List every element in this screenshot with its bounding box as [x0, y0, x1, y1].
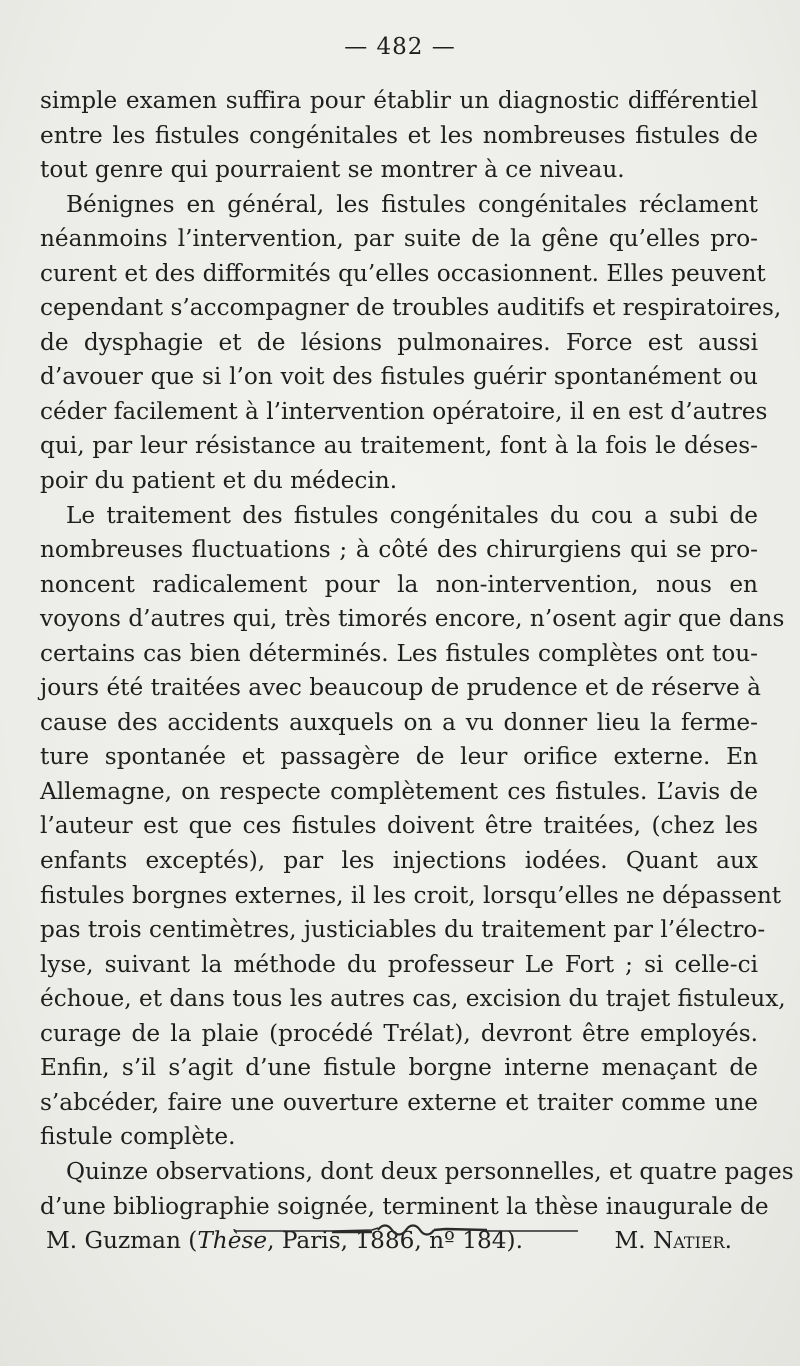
text-line: fistules borgnes externes, il les croit, lorsqu’elles ne dépassent	[40, 881, 782, 909]
text-line: poir du patient et du médecin.	[40, 467, 398, 495]
text-line: Le traitement des fistules congénitales du cou a subi de	[66, 501, 758, 529]
text-line: Bénignes en général, les fistules congénitales réclament	[66, 190, 758, 218]
text-line: Allemagne, on respecte complètement ces fistules. L’avis de	[40, 777, 758, 805]
citation-prefix: M. Guzman (	[46, 1227, 198, 1255]
text-line: voyons d’autres qui, très timorés encore, n’osent agir que dans	[40, 605, 785, 633]
text-line: noncent radicalement pour la non-intervention, nous en	[40, 570, 758, 598]
author-initial: M.	[614, 1227, 653, 1255]
text-line: entre les fistules congénitales et les nombreuses fistules de	[40, 121, 758, 149]
page-number: — 482 —	[344, 34, 456, 60]
text-line: nombreuses fluctuations ; à côté des chirurgiens qui se pro-	[40, 536, 758, 564]
text-line: cependant s’accompagner de troubles auditifs et respiratoires,	[40, 294, 782, 322]
text-line: tout genre qui pourraient se montrer à ce niveau.	[40, 156, 625, 184]
text-line: curent et des difformités qu’elles occasionnent. Elles peuvent	[40, 259, 766, 287]
text-line: s’abcéder, faire une ouverture externe et traiter comme une	[40, 1088, 758, 1116]
text-line: l’auteur est que ces fistules doivent être traitées, (chez les	[40, 812, 758, 840]
text-line: enfants exceptés), par les injections iodées. Quant aux	[40, 847, 758, 875]
text-line: d’avouer que si l’on voit des fistules guérir spontanément ou	[40, 363, 758, 391]
text-line: de dysphagie et de lésions pulmonaires. Force est aussi	[40, 328, 758, 356]
text-line: échoue, et dans tous les autres cas, excision du trajet fistuleux,	[40, 985, 786, 1013]
author-signature	[614, 1224, 758, 1259]
text-line: simple examen suffira pour établir un diagnostic différentiel	[40, 87, 758, 114]
text-line: lyse, suivant la méthode du professeur Le Fort ; si celle-ci	[40, 950, 758, 978]
text-line: jours été traitées avec beaucoup de prudence et de réserve à	[40, 674, 761, 702]
text-line: néanmoins l’intervention, par suite de la gêne qu’elles pro-	[40, 225, 758, 253]
text-line: curage de la plaie (procédé Trélat), devront être employés.	[40, 1019, 758, 1047]
text-line: ture spontanée et passagère de leur orifice externe. En	[40, 743, 758, 771]
text-line: d’une bibliographie soignée, terminent la thèse inaugurale de	[40, 1192, 769, 1220]
text-line: Quinze observations, dont deux personnelles, et quatre pages	[66, 1157, 794, 1185]
text-line: certains cas bien déterminés. Les fistules complètes ont tou-	[40, 639, 758, 667]
text-line: cause des accidents auxquels on a vu donner lieu la ferme-	[40, 708, 758, 736]
citation-suffix: , Paris, 1886, nº 184).	[267, 1227, 523, 1255]
text-line: céder facilement à l’intervention opératoire, il en est d’autres	[40, 397, 768, 425]
text-line: Enfin, s’il s’agit d’une fistule borgne interne menaçant de	[40, 1054, 758, 1082]
tail-piece-ornament	[232, 1218, 580, 1242]
text-line: pas trois centimètres, justiciables du traitement par l’électro-	[40, 916, 766, 944]
text-line: fistule complète.	[40, 1123, 236, 1151]
citation-title: Thèse	[197, 1227, 268, 1255]
author-name: Natier.	[652, 1227, 732, 1255]
body-text	[40, 84, 794, 1259]
text-line: qui, par leur résistance au traitement, font à la fois le déses-	[40, 432, 758, 460]
